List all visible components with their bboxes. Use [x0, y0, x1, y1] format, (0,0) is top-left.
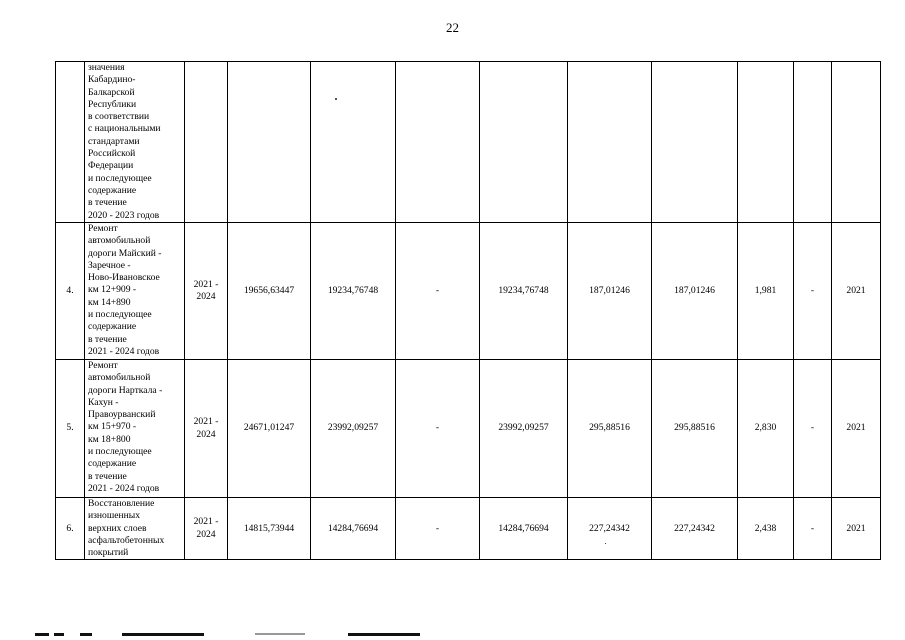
- object-name-line: автомобильной: [88, 372, 151, 384]
- value-cell-v5: 187,01246: [568, 223, 652, 360]
- table-row: [56, 360, 881, 498]
- object-name-line: в соответствии: [88, 111, 150, 123]
- value-cell-v3: -: [396, 223, 480, 360]
- object-name-line: км 12+909 -: [88, 284, 137, 296]
- period-cell: 2021 - 2024: [185, 223, 228, 360]
- object-name-line: дороги Нарткала -: [88, 384, 163, 396]
- value-cell-v3: -: [396, 360, 480, 498]
- value-cell-v1: 24671,01247: [228, 360, 311, 498]
- table-row: [56, 62, 881, 223]
- scan-artifact: [54, 633, 64, 636]
- object-name-line: км 15+970 -: [88, 421, 137, 433]
- object-name-line: Восстановление: [88, 498, 155, 509]
- year-cell: 2021: [832, 223, 881, 360]
- value-cell-v4: 14284,76694: [480, 498, 568, 560]
- value-cell-v2: 19234,76748: [311, 223, 396, 360]
- object-name-line: 2021 - 2024 годов: [88, 482, 160, 494]
- object-name-line: Правоурванский: [88, 409, 156, 421]
- value-cell-v7: 2,438: [738, 498, 794, 560]
- object-name-line: в течение: [88, 333, 127, 345]
- value-cell-v8: -: [794, 360, 832, 498]
- object-name-line: Республики: [88, 98, 137, 110]
- object-name-line: Федерации: [88, 160, 134, 172]
- road-repair-table: [55, 61, 881, 560]
- object-name-line: в течение: [88, 470, 127, 482]
- year-cell: 2021: [832, 360, 881, 498]
- value-cell-v5: [568, 62, 652, 223]
- value-cell-v8: -: [794, 223, 832, 360]
- object-name-line: Ремонт: [88, 223, 118, 234]
- scan-artifact: [348, 633, 420, 636]
- value-cell-v1: 14815,73944: [228, 498, 311, 560]
- value-cell-v4: [480, 62, 568, 223]
- object-name-line: в течение: [88, 197, 127, 209]
- period-cell: 2021 - 2024: [185, 360, 228, 498]
- object-name-line: и последующее: [88, 172, 152, 184]
- page-number: 22: [446, 20, 459, 35]
- value-cell-v5: 227,24342: [568, 498, 652, 560]
- scan-artifact: [255, 633, 305, 635]
- value-cell-v6: 187,01246: [652, 223, 738, 360]
- value-cell-v2: 23992,09257: [311, 360, 396, 498]
- year-cell: 2021: [832, 498, 881, 560]
- value-cell-v3: -: [396, 498, 480, 560]
- object-name-line: покрытий: [88, 547, 129, 559]
- object-name-line: км 18+800: [88, 433, 131, 445]
- object-name-line: 2021 - 2024 годов: [88, 345, 160, 357]
- period-cell: [185, 62, 228, 223]
- value-cell-v8: [794, 62, 832, 223]
- value-cell-v6: 227,24342: [652, 498, 738, 560]
- object-name-line: изношенных: [88, 510, 141, 522]
- object-name: [85, 62, 185, 223]
- value-cell-v7: [738, 62, 794, 223]
- object-name-line: Российской: [88, 148, 136, 160]
- object-name-line: Балкарской: [88, 86, 135, 98]
- object-name-line: с национальными: [88, 123, 161, 135]
- row-number: [56, 62, 85, 223]
- row-number: 6.: [56, 498, 85, 560]
- scan-speck: [605, 543, 606, 544]
- object-name: [85, 498, 185, 560]
- value-cell-v4: 23992,09257: [480, 360, 568, 498]
- year-cell: [832, 62, 881, 223]
- table-row: [56, 498, 881, 560]
- value-cell-v5: 295,88516: [568, 360, 652, 498]
- object-name-line: содержание: [88, 458, 137, 470]
- object-name-line: Кабардино-: [88, 74, 136, 86]
- object-name-line: км 14+890: [88, 296, 131, 308]
- row-number: 4.: [56, 223, 85, 360]
- object-name-line: Кахун -: [88, 396, 119, 408]
- object-name: [85, 223, 185, 360]
- object-name-line: и последующее: [88, 446, 152, 458]
- value-cell-v6: 295,88516: [652, 360, 738, 498]
- value-cell-v7: 1,981: [738, 223, 794, 360]
- table-row: [56, 223, 881, 360]
- object-name-line: Заречное -: [88, 259, 131, 271]
- object-name-line: верхних слоев: [88, 522, 147, 534]
- value-cell-v4: 19234,76748: [480, 223, 568, 360]
- object-name-line: Ново-Ивановское: [88, 272, 160, 284]
- scan-artifact: [80, 633, 92, 636]
- value-cell-v8: -: [794, 498, 832, 560]
- object-name-line: Ремонт: [88, 360, 118, 371]
- object-name-line: содержание: [88, 184, 137, 196]
- object-name-line: значения: [88, 62, 125, 73]
- value-cell-v7: 2,830: [738, 360, 794, 498]
- value-cell-v2: [311, 62, 396, 223]
- object-name-line: автомобильной: [88, 235, 151, 247]
- row-number: 5.: [56, 360, 85, 498]
- object-name-line: 2020 - 2023 годов: [88, 209, 160, 221]
- object-name-line: дороги Майский -: [88, 247, 162, 259]
- object-name: [85, 360, 185, 498]
- value-cell-v6: [652, 62, 738, 223]
- object-name-line: содержание: [88, 321, 137, 333]
- value-cell-v3: [396, 62, 480, 223]
- value-cell-v2: 14284,76694: [311, 498, 396, 560]
- object-name-line: и последующее: [88, 309, 152, 321]
- object-name-line: асфальтобетонных: [88, 534, 165, 546]
- scan-artifact: [35, 633, 49, 636]
- object-name-line: стандартами: [88, 135, 140, 147]
- period-cell: 2021 - 2024: [185, 498, 228, 560]
- value-cell-v1: 19656,63447: [228, 223, 311, 360]
- scan-speck: [335, 98, 337, 100]
- scan-artifact: [122, 633, 204, 636]
- value-cell-v1: [228, 62, 311, 223]
